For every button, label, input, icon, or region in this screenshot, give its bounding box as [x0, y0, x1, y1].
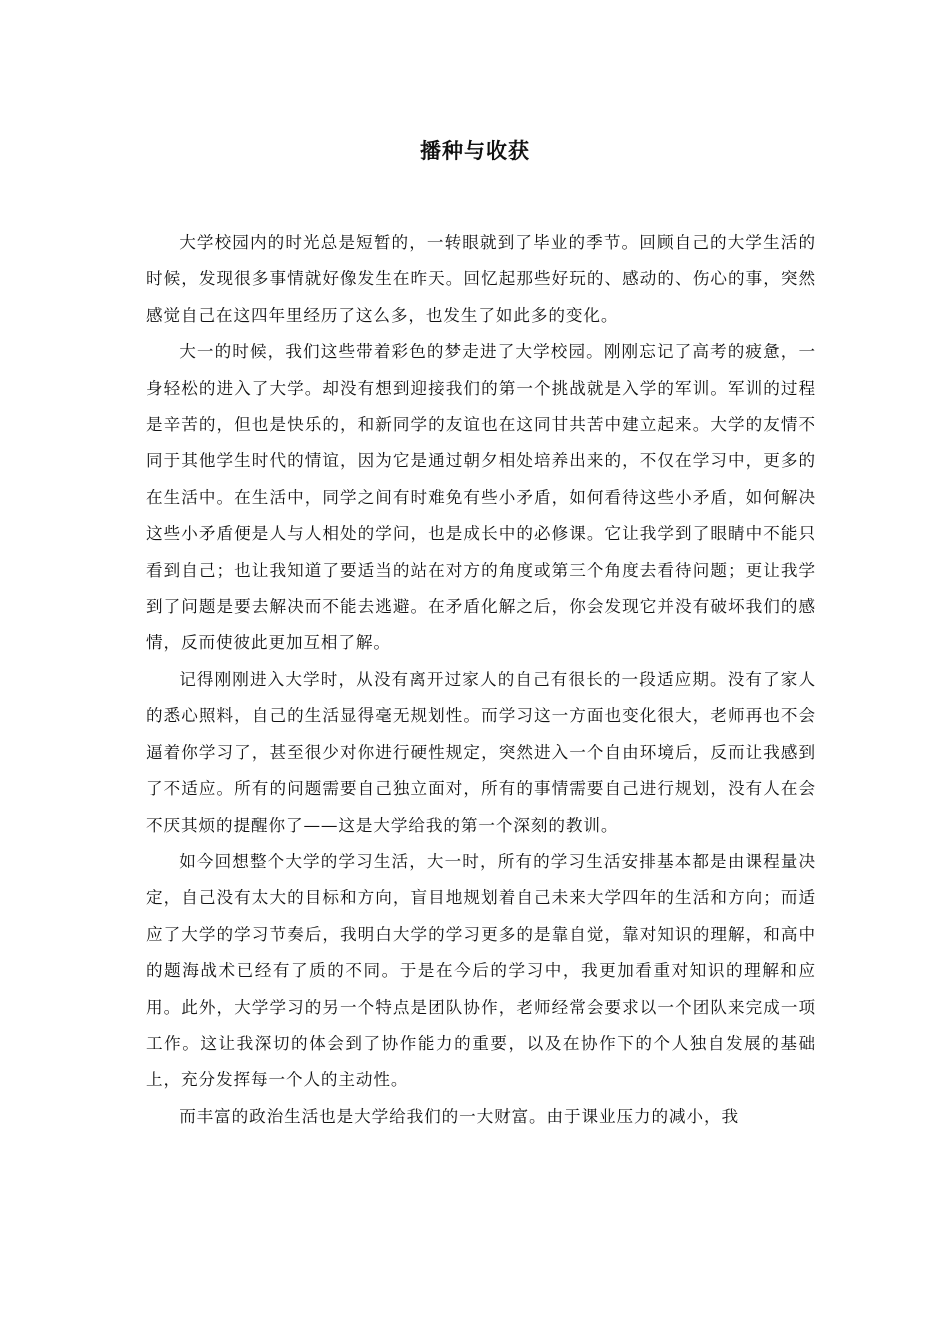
paragraph-2: 大一的时候，我们这些带着彩色的梦走进了大学校园。刚刚忘记了高考的疲惫，一身轻松的进入了大学。却没有想到迎接我们的第一个挑战就是入学的军训。军训的过程是辛苦的，但也是快乐的，和新同学的友谊也在这同甘共苦中建立起来。大学的友情不同于其他学生时代的情谊，因为它是通过朝夕相处培养出来的，不仅在学习中，更多的在生活中。在生活中，同学之间有时难免有些小矛盾，如何看待这些小矛盾，如何解决这些小矛盾便是人与人相处的学问，也是成长中的必修课。它让我学到了眼睛中不能只看到自己；也让我知道了要适当的站在对方的角度或第三个角度去看待问题；更让我学到了问题是要去解决而不能去逃避。在矛盾化解之后，你会发现它并没有破坏我们的感情，反而使彼此更加互相了解。	[146, 342, 816, 653]
document-title: 播种与收获	[420, 139, 530, 163]
paragraph-1: 大学校园内的时光总是短暂的，一转眼就到了毕业的季节。回顾自己的大学生活的时候，发现很多事情就好像发生在昨天。回忆起那些好玩的、感动的、伤心的事，突然感觉自己在这四年里经历了这么多，也发生了如此多的变化。	[146, 233, 816, 325]
paragraph-5: 而丰富的政治生活也是大学给我们的一大财富。由于课业压力的减小，我	[179, 1106, 739, 1126]
document-body	[146, 225, 816, 1135]
paragraph-3: 记得刚刚进入大学时，从没有离开过家人的自己有很长的一段适应期。没有了家人的悉心照料，自己的生活显得毫无规划性。而学习这一方面也变化很大，老师再也不会逼着你学习了，甚至很少对你进行硬性规定，突然进入一个自由环境后，反而让我感到了不适应。所有的问题需要自己独立面对，所有的事情需要自己进行规划，没有人在会不厌其烦的提醒你了——这是大学给我的第一个深刻的教训。	[146, 669, 816, 835]
paragraph-4: 如今回想整个大学的学习生活，大一时，所有的学习生活安排基本都是由课程量决定，自己没有太大的目标和方向，盲目地规划着自己未来大学四年的生活和方向；而适应了大学的学习节奏后，我明白大学的学习更多的是靠自觉，靠对知识的理解，和高中的题海战术已经有了质的不同。于是在今后的学习中，我更加看重对知识的理解和应用。此外，大学学习的另一个特点是团队协作，老师经常会要求以一个团队来完成一项工作。这让我深切的体会到了协作能力的重要，以及在协作下的个人独自发展的基础上，充分发挥每一个人的主动性。	[146, 851, 816, 1090]
